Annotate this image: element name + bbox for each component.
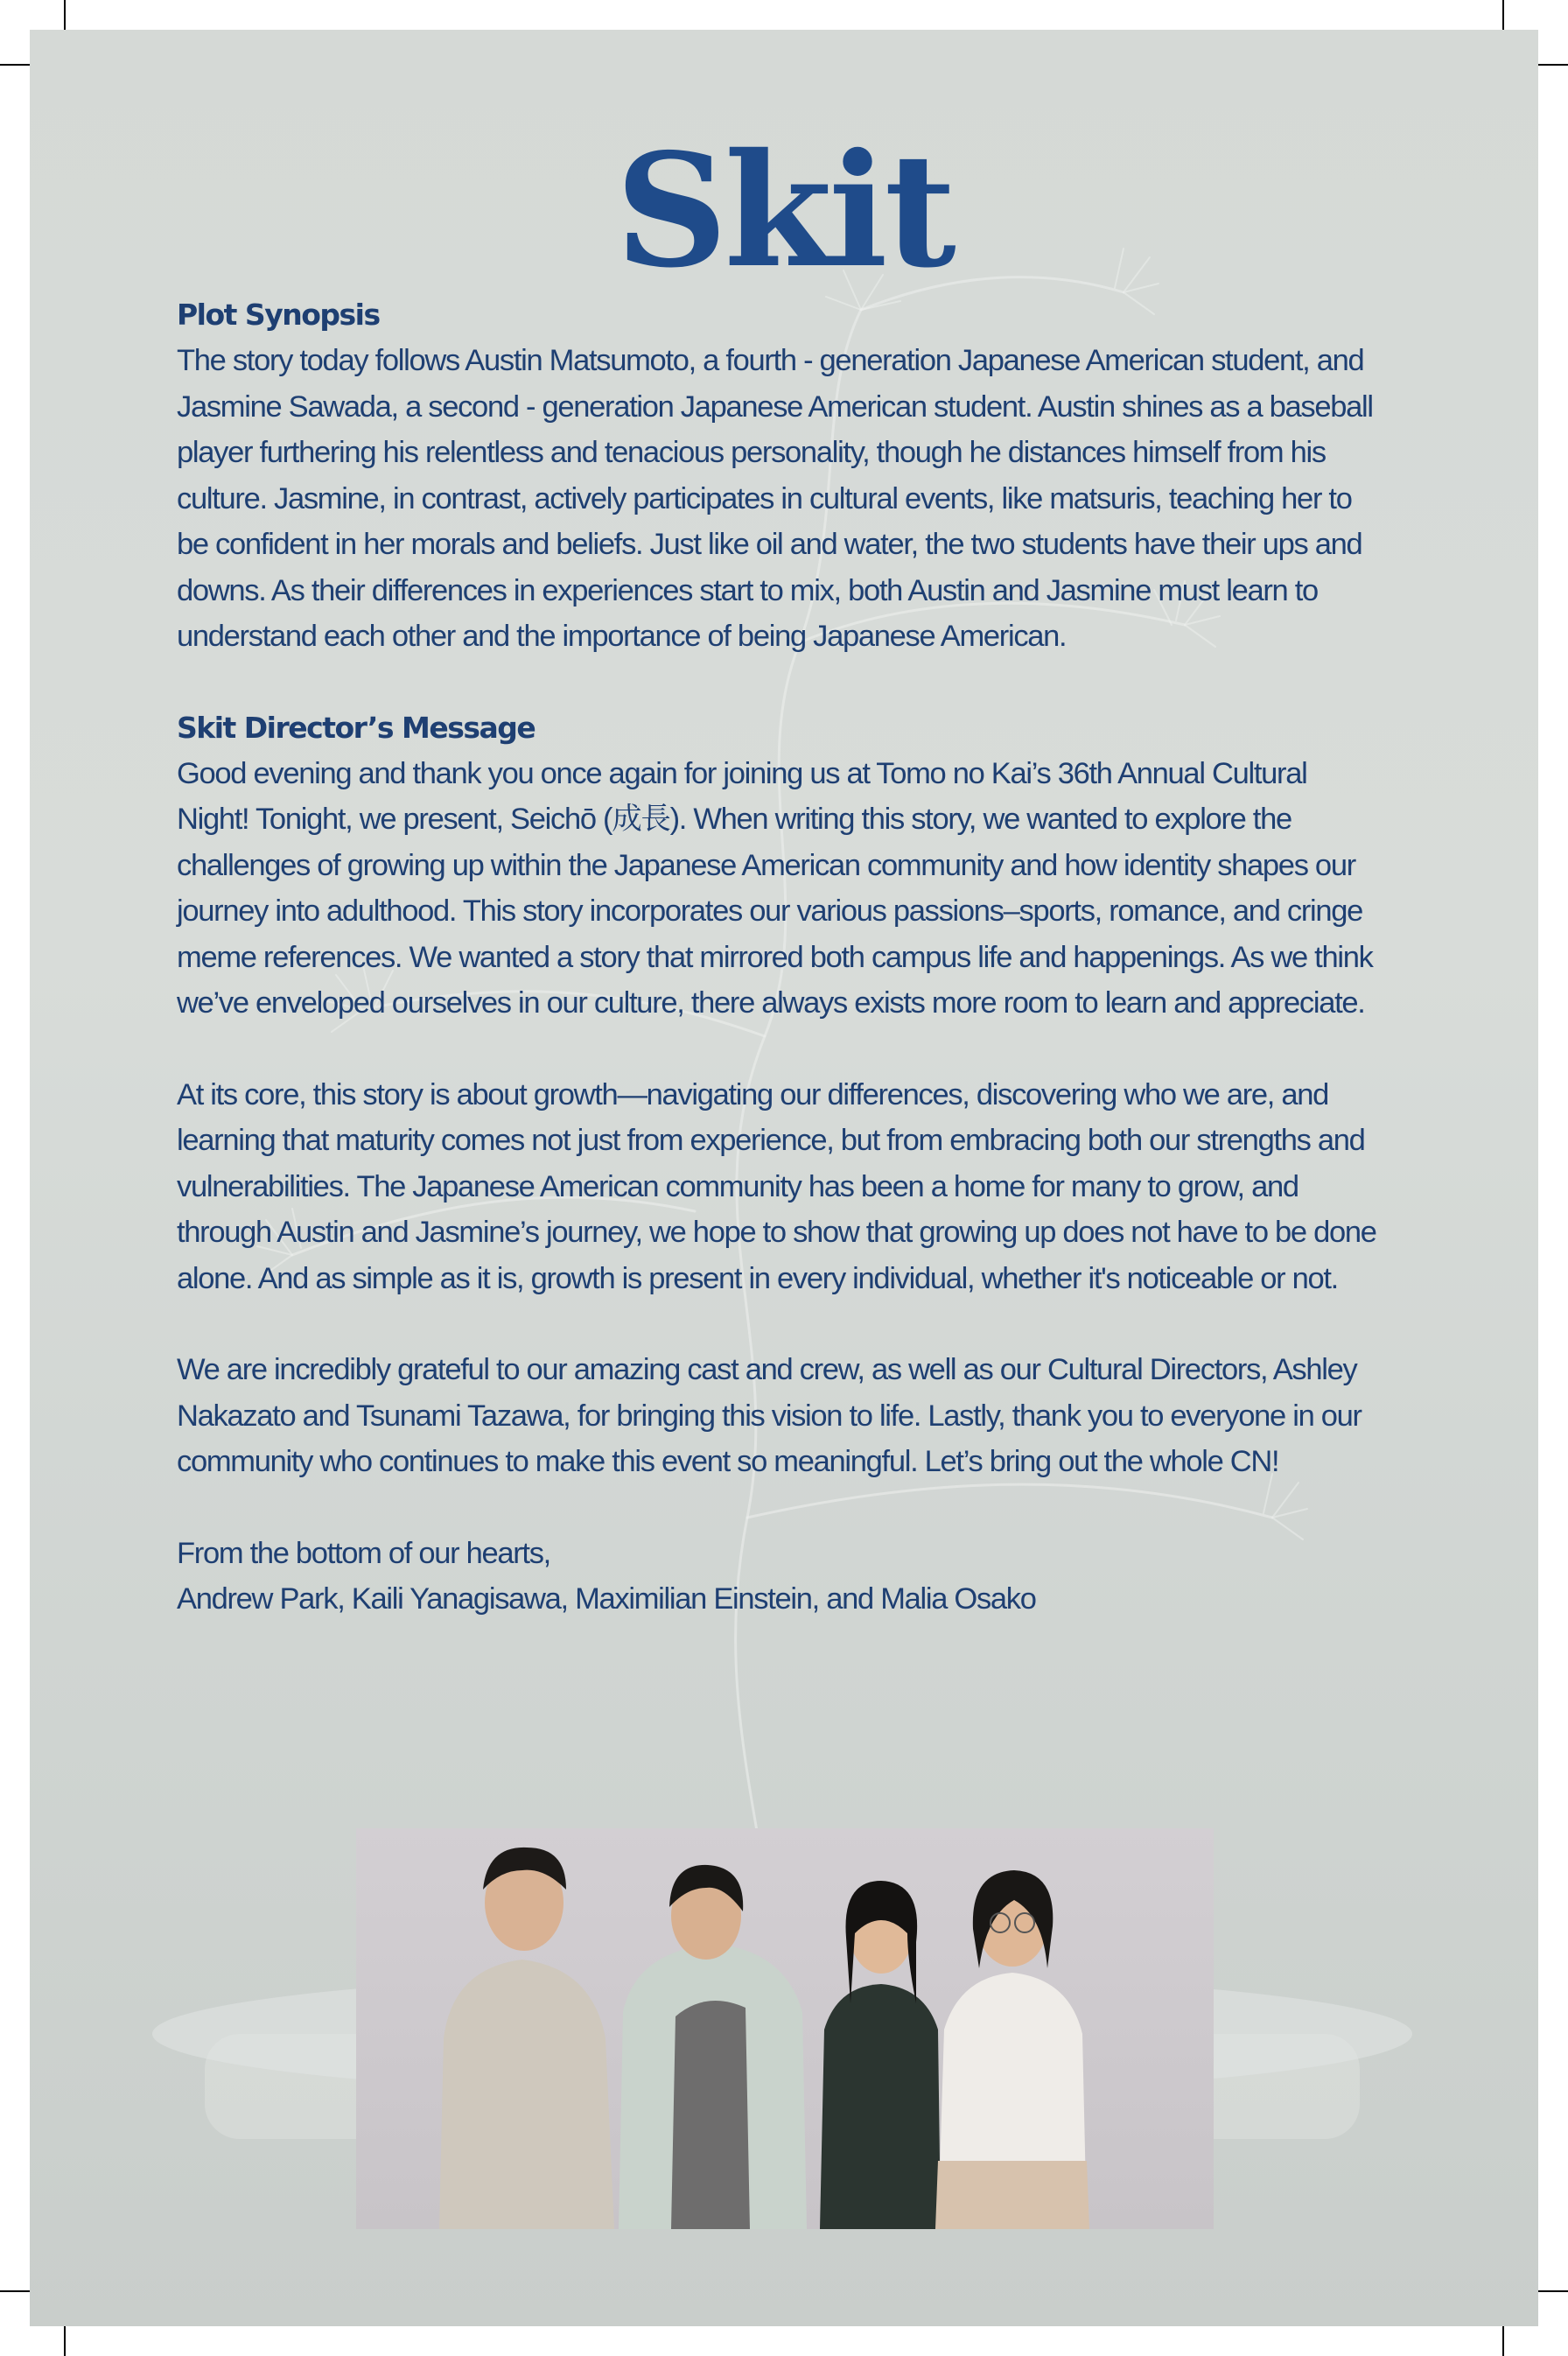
crop-mark xyxy=(0,64,30,66)
program-page xyxy=(30,30,1538,2326)
spacer xyxy=(177,1027,1384,1072)
signoff-line: From the bottom of our hearts, xyxy=(177,1536,550,1570)
page-title: Skit xyxy=(615,119,953,302)
signatories-line: Andrew Park, Kaili Yanagisawa, Maximilian Einstein, and Malia Osako xyxy=(177,1582,1036,1616)
spacer xyxy=(177,660,1384,705)
crop-mark xyxy=(1502,0,1504,30)
spacer xyxy=(177,1485,1384,1531)
director-message-paragraph: We are incredibly grateful to our amazing cast and crew, as well as our Cultural Directors, Ashley Nakazato and Tsunami Tazawa, for bringing this vision to life. Lastly, thank you to everyone in our community who continues to make this event so meaningful. Let’s bring out the whole CN! xyxy=(177,1353,1362,1478)
director-message-paragraph: At its core, this story is about growth—navigating our differences, discovering who we are, and learning that maturity comes not just from experience, but from embracing both our strengths and vulnerabilities. The Japanese American community has been a home for many to grow, and through Austin and Jasmine’s journey, we hope to show that growing up does not have to be done alone. And as simple as it is, growth is present in every individual, whether it's noticeable or not. xyxy=(177,1077,1376,1295)
director-message-paragraph: Good evening and thank you once again for joining us at Tomo no Kai’s 36th Annual Cultural Night! Tonight, we present, Seichō (成長). When writing this story, we wanted to explore the challenges of growing up within the Japanese American community and how identity shapes our journey into adulthood. This story incorporates our various passions–sports, romance, and cringe meme references. We wanted a story that mirrored both campus life and happenings. As we think we’ve enveloped ourselves in our culture, there always exists more room to learn and appreciate. xyxy=(177,756,1373,1020)
crop-mark xyxy=(1538,2290,1568,2292)
crop-mark xyxy=(1502,2326,1504,2356)
skit-directors-photo xyxy=(356,1828,1214,2229)
plot-synopsis-text: The story today follows Austin Matsumoto, a fourth - generation Japanese American student, and Jasmine Sawada, a second - generation Japanese American student. Austin shines as a baseball player furthering his relentless and tenacious personality, though he distances himself from his culture. Jasmine, in contrast, actively participates in cultural events, like matsuris, teaching her to be confident in her morals and beliefs. Just like oil and water, the two students have their ups and downs. As their differences in experiences start to mix, both Austin and Jasmine must learn to understand each other and the importance of being Japanese American. xyxy=(177,344,1373,653)
crop-mark xyxy=(1538,64,1568,66)
spacer xyxy=(177,1301,1384,1347)
director-message-heading: Skit Director’s Message xyxy=(177,710,536,745)
crop-mark xyxy=(64,0,66,30)
crop-mark xyxy=(64,2326,66,2356)
crop-mark xyxy=(0,2290,30,2292)
plot-synopsis-heading: Plot Synopsis xyxy=(177,298,380,332)
skit-content xyxy=(177,292,1384,1623)
